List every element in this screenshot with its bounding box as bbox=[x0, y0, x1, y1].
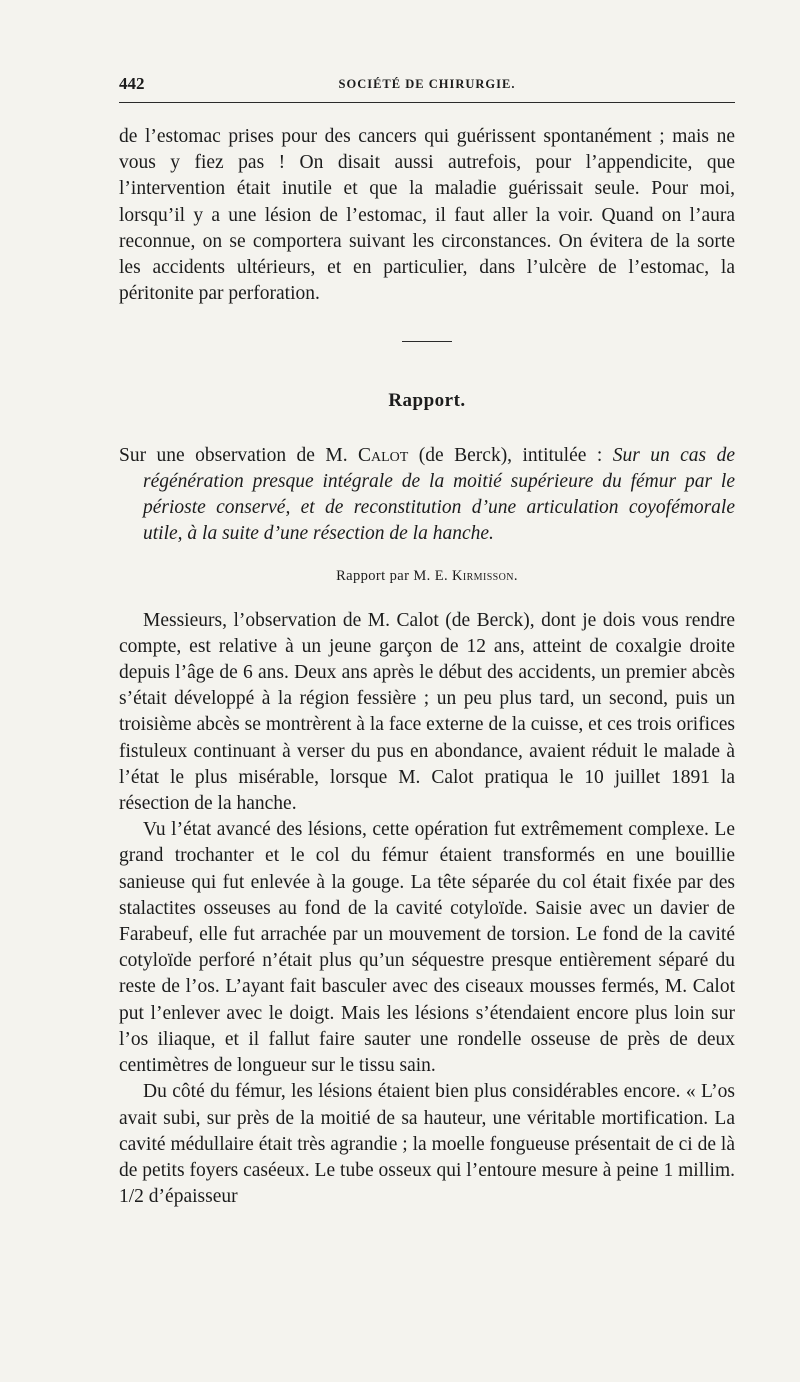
page-body bbox=[119, 124, 735, 1210]
report-intro bbox=[119, 443, 735, 548]
running-head bbox=[119, 70, 735, 100]
opening-paragraph: de l’estomac prises pour des cancers qui guérissent spontanément ; mais ne vous y fiez pas ! On disait aussi autrefois, pour l’appendicite, que l’intervention était inutile et que la maladie guérissait seule. Pour moi, lorsqu’il y a une lésion de l’estomac, il faut aller la voir. Quand on l’aura reconnue, on se comportera suivant les circonstances. On évitera de la sorte les accidents ultérieurs, et en particulier, dans l’ulcère de l’estomac, la péritonite par perforation. bbox=[119, 126, 735, 305]
book-page bbox=[119, 70, 735, 1210]
report-intro-mid: (de Berck), intitulée : bbox=[408, 444, 613, 466]
section-divider bbox=[402, 341, 452, 342]
paragraph: Du côté du fémur, les lésions étaient bien plus considérables encore. « L’os avait subi, sur près de la moitié de sa hauteur, une véritable mortification. La cavité médullaire était très agrandie ; la moelle fongueuse présentait de ci de là de petits foyers caséeux. Le tube osseux qui l’entoure mesure à peine 1 millim. 1/2 d’épaisseur bbox=[119, 1081, 735, 1208]
section-title: Rapport. bbox=[388, 390, 466, 412]
report-body bbox=[119, 608, 735, 1211]
header-rule bbox=[119, 102, 735, 103]
report-byline-author: Kirmisson. bbox=[452, 568, 518, 585]
paragraph: Messieurs, l’observation de M. Calot (de Berck), dont je dois vous rendre compte, est relative à un jeune garçon de 12 ans, atteint de coxalgie droite depuis l’âge de 6 ans. Deux ans après le début des accidents, un premier abcès s’était développé à la région fessière ; un peu plus tard, un second, puis un troisième abcès se montrèrent à la face externe de la cuisse, et ces trois orifices fistuleux continuant à verser du pus en abondance, avaient réduit le malade à l’état le plus misérable, lorsque M. Calot pratiqua le 10 juillet 1891 la résection de la hanche. bbox=[119, 609, 735, 815]
report-byline bbox=[119, 563, 735, 589]
report-intro-lead: Sur une observation de M. bbox=[119, 444, 359, 466]
paragraph: Vu l’état avancé des lésions, cette opération fut extrêmement complexe. Le grand trochanter et le col du fémur étaient transformés en une bouillie sanieuse qui fut enlevée à la gouge. La tête séparée du col était fixée par des stalactites osseuses au fond de la cavité cotyloïde. Saisie avec un davier de Farabeuf, elle fut arrachée par un mouvement de torsion. Le fond de la cavité cotyloïde perforé n’était plus qu’un séquestre presque entièrement séparé du reste de l’os. L’ayant fait basculer avec des ciseaux mousses fermés, M. Calot put l’enlever avec le doigt. Mais les lésions s’étendaient encore plus loin sur l’os iliaque, et il fallut faire sauter une rondelle osseuse de près de deux centimètres de longueur sur le tissu sain. bbox=[119, 819, 735, 1077]
report-byline-prefix: Rapport par M. E. bbox=[336, 568, 453, 585]
page-number: 442 bbox=[119, 74, 145, 93]
report-intro-author: Calot bbox=[358, 444, 409, 466]
report-intro-title: Sur un cas de régénération presque intégrale de la moitié supérieure du fémur par le périoste conservé, et de reconstitution d’une articulation coyofémorale utile, à la suite d’une résection de la hanche. bbox=[143, 444, 735, 545]
running-title: SOCIÉTÉ DE CHIRURGIE. bbox=[338, 77, 516, 91]
